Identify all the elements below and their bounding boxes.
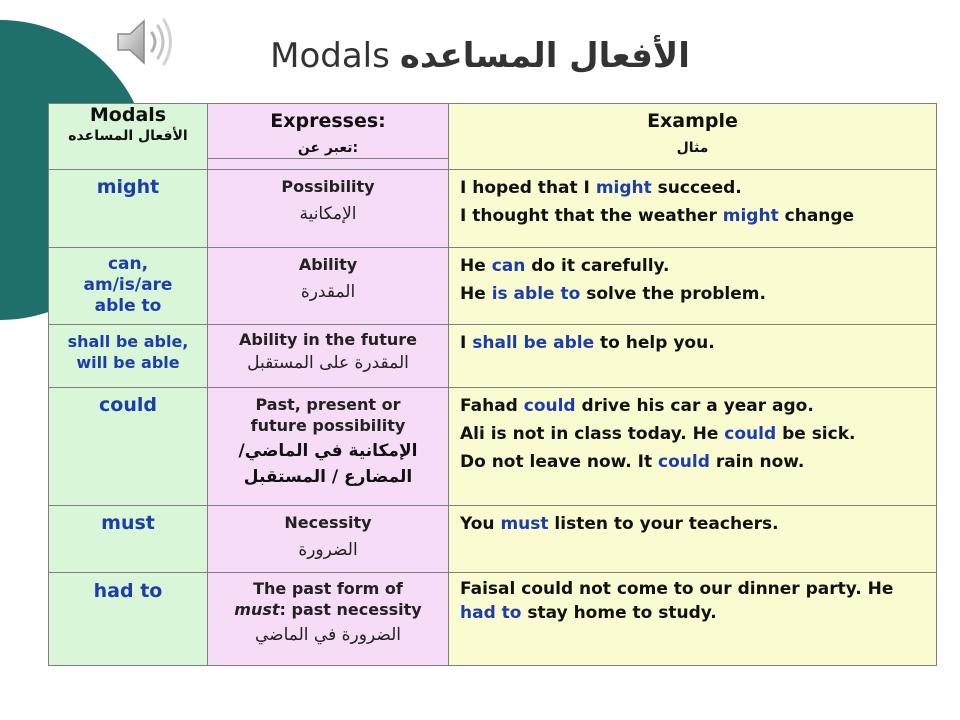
table-row (49, 506, 937, 573)
header-example-arabic: مثال (676, 140, 709, 156)
example-line: I shall be able to help you. (460, 333, 715, 353)
modal-cell (49, 248, 208, 325)
title-english: Modals (270, 36, 390, 76)
example-line: He can do it carefully. (460, 256, 670, 276)
expresses-cell (208, 388, 449, 506)
example-line: You must listen to your teachers. (460, 514, 779, 534)
example-line: Fahad could drive his car a year ago. (460, 396, 814, 416)
example-cell (449, 170, 937, 248)
expresses-arabic: الضرورة (298, 540, 358, 560)
example-cell (449, 506, 937, 573)
modal-can: can, am/is/are able to (83, 254, 173, 316)
modal-cell (49, 506, 208, 573)
example-cell (449, 388, 937, 506)
header-divider (208, 158, 448, 159)
modal-cell (49, 170, 208, 248)
modal-cell (49, 573, 208, 666)
expresses-text: Past, present or future possibility (250, 395, 406, 435)
example-line: Ali is not in class today. He could be sick. (460, 424, 856, 444)
header-expresses (208, 104, 449, 170)
example-cell (449, 325, 937, 388)
expresses-text: Possibility (281, 177, 375, 196)
table-row (49, 388, 937, 506)
expresses-arabic: الإمكانية في الماضي/ المضارع / المستقبل (238, 441, 418, 487)
page-title (0, 36, 960, 76)
table-header-row (49, 104, 937, 170)
expresses-cell (208, 573, 449, 666)
example-line: Faisal could not come to our dinner party. He had to stay home to study. (460, 579, 894, 623)
header-example (449, 104, 937, 170)
modal-had-to: had to (93, 580, 163, 602)
header-expresses-arabic: تعبر عن: (297, 140, 359, 156)
modal-must: must (101, 512, 155, 534)
header-example-label: Example (647, 110, 738, 132)
title-arabic: الأفعال المساعده (399, 36, 690, 76)
expresses-arabic: الضرورة في الماضي (255, 625, 401, 645)
table-row (49, 170, 937, 248)
expresses-cell (208, 325, 449, 388)
expresses-arabic: الإمكانية (299, 204, 357, 224)
example-line: Do not leave now. It could rain now. (460, 452, 805, 472)
table-row (49, 325, 937, 388)
modals-table (48, 103, 937, 666)
expresses-cell (208, 248, 449, 325)
modal-cell (49, 325, 208, 388)
modal-could: could (99, 394, 157, 416)
header-modals-label: Modals (89, 104, 167, 126)
expresses-arabic: المقدرة (300, 282, 356, 302)
example-cell (449, 573, 937, 666)
header-modals (49, 104, 208, 170)
header-modals-arabic: الأفعال المساعده (68, 128, 188, 144)
modal-shall-be-able: shall be able, will be able (67, 332, 189, 372)
expresses-cell (208, 170, 449, 248)
example-line: He is able to solve the problem. (460, 284, 766, 304)
expresses-cell (208, 506, 449, 573)
example-line: I thought that the weather might change (460, 206, 855, 226)
header-expresses-label: Expresses: (270, 110, 386, 132)
expresses-text: Ability (298, 255, 358, 274)
example-cell (449, 248, 937, 325)
expresses-text: Necessity (284, 513, 372, 532)
table-row (49, 248, 937, 325)
modal-cell (49, 388, 208, 506)
expresses-text: Ability in the future (239, 330, 417, 349)
modal-might: might (96, 176, 160, 198)
table-row (49, 573, 937, 666)
example-line: I hoped that I might succeed. (460, 178, 742, 198)
expresses-text: The past form of must: past necessity (234, 579, 422, 619)
expresses-arabic: المقدرة على المستقبل (247, 353, 409, 373)
